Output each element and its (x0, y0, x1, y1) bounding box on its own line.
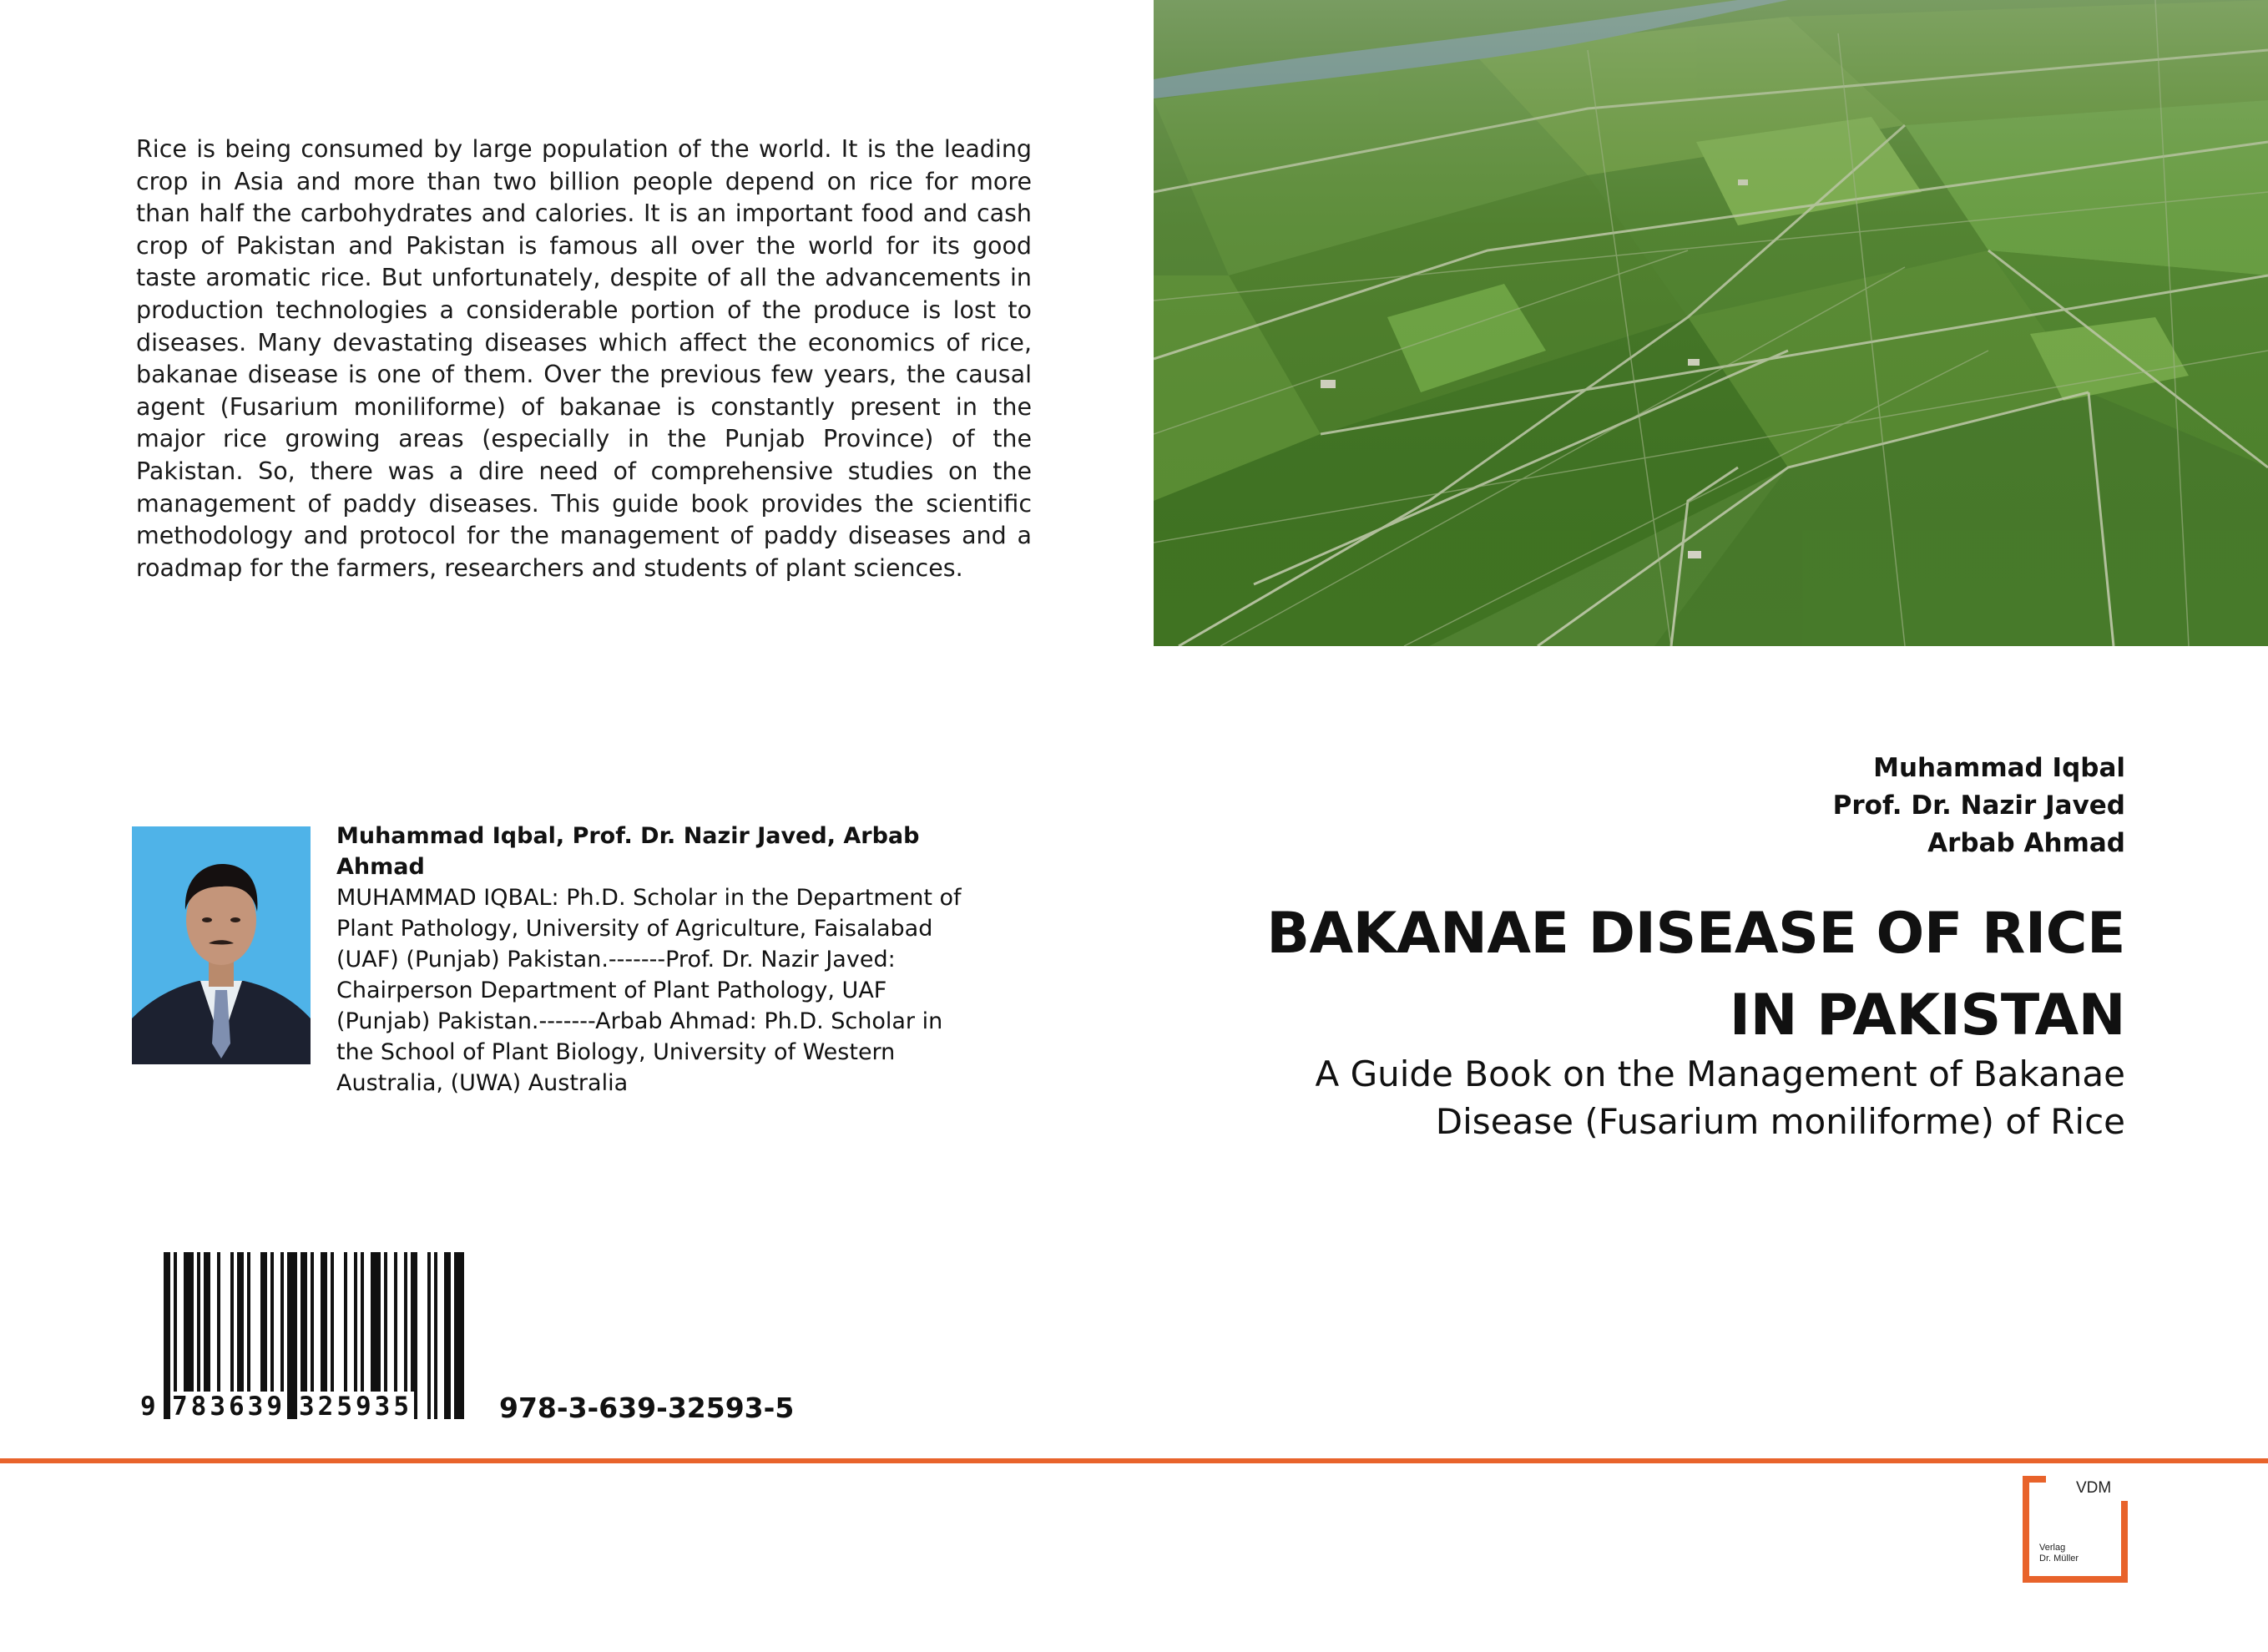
author-name-1: Muhammad Iqbal (1873, 753, 2125, 783)
isbn-number: 978-3-639-32593-5 (499, 1392, 795, 1424)
back-cover-blurb: Rice is being consumed by large population of the world. It is the leading crop in Asia and more than two billion people depend on rice for more than half the carbohydrates and calories. It is an important food and cash crop of Pakistan and Pakistan is famous all over the world for its good taste aromatic rice. But unfortunately, despite of all the advancements in production technologies a considerable portion of the produce is lost to diseases. Many devastating diseases which affect the economics of rice, bakanae disease is one of them. Over the previous few years, the causal agent (Fusarium moniliforme) of bakanae is constantly present in the major rice growing areas (especially in the Punjab Province) of the Pakistan. So, there was a dire need of comprehensive studies on the management of paddy diseases. This guide book provides the scientific methodology and protocol for the management of paddy diseases and a roadmap for the farmers, researchers and students of plant sciences. (136, 135, 1032, 582)
barcode-digits-right: 325935 (299, 1392, 412, 1422)
front-cover-authors (1833, 750, 2125, 862)
barcode-digit-lead: 9 (140, 1392, 156, 1422)
barcode-bar (287, 1252, 297, 1419)
barcode-bar (427, 1252, 431, 1419)
orange-divider-line (0, 1458, 2268, 1463)
book-subtitle-line-2: Disease (Fusarium moniliforme) of Rice (1435, 1101, 2125, 1142)
bio-text: MUHAMMAD IQBAL: Ph.D. Scholar in the Department of Plant Pathology, University of Agriculture, Faisalabad (UAF) (Punjab) Pakistan.-------Prof. Dr. Nazir Javed: Chairperson Department of Plant Pathology, UAF (Punjab) Pakistan.-------Arbab Ahmad: Ph.D. Scholar in the School of Plant Biology, University of Western Australia, (UWA) Australia (336, 885, 962, 1096)
logo-vdm-text: VDM (2076, 1479, 2112, 1497)
isbn-barcode (134, 1252, 476, 1432)
logo-dr-muller-text: Dr. Müller (2039, 1553, 2079, 1564)
barcode-bar (434, 1252, 437, 1419)
vdm-publisher-logo (2023, 1476, 2128, 1583)
book-title-line-2: IN PAKISTAN (1729, 983, 2125, 1048)
author-photo (132, 826, 311, 1064)
author-name-3: Arbab Ahmad (1927, 828, 2125, 858)
barcode-bar (444, 1252, 451, 1419)
barcode-bar (454, 1252, 464, 1419)
book-subtitle-line-1: A Guide Book on the Management of Bakanae (1315, 1053, 2125, 1094)
book-subtitle (1165, 1050, 2125, 1145)
rice-fields-aerial-photo (1154, 0, 2268, 646)
book-title-line-1: BAKANAE DISEASE OF RICE (1266, 901, 2125, 967)
logo-verlag-text: Verlag (2039, 1543, 2066, 1553)
book-title (1165, 893, 2125, 1057)
bio-author-names: Muhammad Iqbal, Prof. Dr. Nazir Javed, Arbab Ahmad (336, 823, 920, 880)
author-name-2: Prof. Dr. Nazir Javed (1832, 791, 2125, 821)
barcode-bar (164, 1252, 170, 1419)
barcode-digits-left: 783639 (172, 1392, 285, 1422)
